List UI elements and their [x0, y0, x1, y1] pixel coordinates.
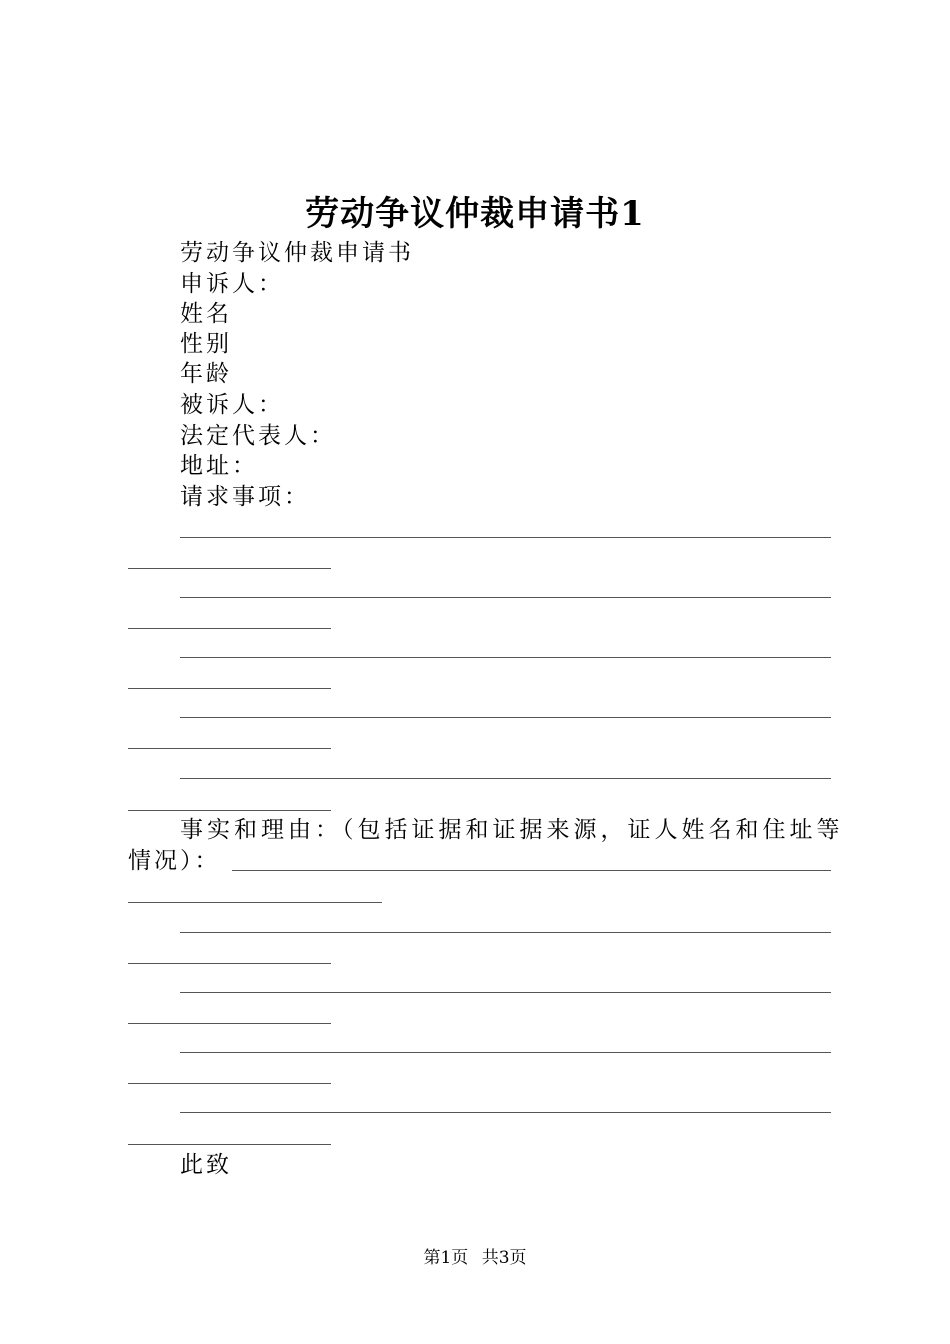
facts-blank-line	[180, 932, 831, 933]
facts-blank-line	[128, 1144, 331, 1145]
facts-blank-line	[128, 1023, 331, 1024]
document-title: 劳动争议仲裁申请书1	[305, 194, 645, 234]
page-number: 第1页	[423, 1248, 469, 1268]
subtitle: 劳动争议仲裁申请书	[180, 240, 414, 266]
claims-blank-line	[128, 568, 331, 569]
claims-blank-line	[128, 628, 331, 629]
facts-label-continued: 情况）：	[128, 848, 221, 874]
claims-blank-line	[180, 717, 831, 718]
facts-blank-line	[128, 963, 331, 964]
claims-blank-line	[128, 688, 331, 689]
facts-label: 事实和理由：（包括证据和证据来源，证人姓名和住址等	[180, 817, 844, 843]
claims-blank-line	[128, 748, 331, 749]
page-footer	[0, 1243, 950, 1268]
name-label: 姓名	[180, 301, 232, 327]
respondent-label: 被诉人：	[180, 392, 284, 418]
facts-blank-line	[180, 1112, 831, 1113]
applicant-label: 申诉人：	[180, 271, 284, 297]
page-total: 共3页	[481, 1248, 527, 1268]
claims-blank-line	[180, 778, 831, 779]
facts-blank-line	[128, 902, 382, 903]
facts-blank-line	[180, 992, 831, 993]
facts-blank-line	[180, 1052, 831, 1053]
claims-blank-line	[180, 597, 831, 598]
gender-label: 性别	[180, 331, 232, 357]
age-label: 年龄	[180, 361, 232, 387]
claims-label: 请求事项：	[180, 484, 310, 510]
claims-blank-line	[128, 810, 331, 811]
facts-blank-line	[128, 1083, 331, 1084]
facts-blank-line	[232, 870, 831, 871]
address-label: 地址：	[180, 453, 258, 479]
legal-rep-label: 法定代表人：	[180, 423, 336, 449]
claims-blank-line	[180, 657, 831, 658]
closing-text: 此致	[180, 1152, 232, 1178]
claims-blank-line	[180, 537, 831, 538]
